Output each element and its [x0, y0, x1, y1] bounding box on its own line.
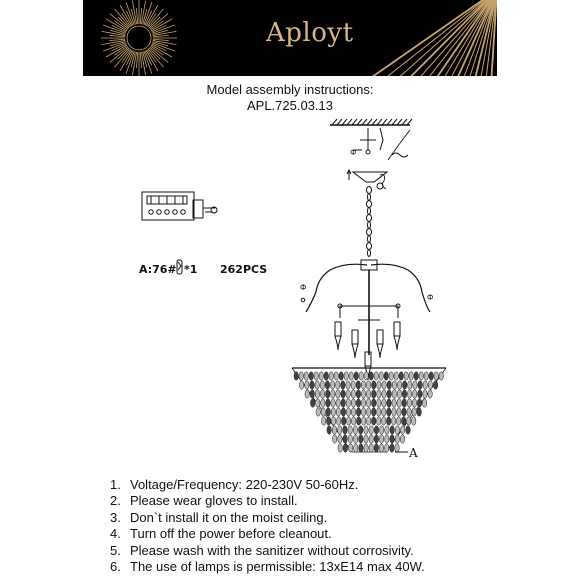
- instruction-item: 1. Voltage/Frequency: 220-230V 50-60Hz.: [110, 477, 359, 492]
- crystal-part-qty: *1: [184, 263, 198, 276]
- ceiling-canopy-icon: [347, 170, 387, 189]
- instruction-item: 5. Please wash with the sanitizer without corrosivity.: [110, 542, 414, 558]
- svg-text:Φ: Φ: [350, 148, 357, 157]
- instructions-list: [110, 477, 425, 575]
- chandelier-arms-icon: [300, 260, 433, 355]
- svg-text:Φ: Φ: [427, 293, 434, 302]
- document-title: Model assembly instructions:: [206, 82, 374, 97]
- instruction-item: 4. Turn off the power before cleanout.: [110, 526, 332, 542]
- brand-name: Aployt: [266, 18, 354, 48]
- callout-letter: A: [409, 446, 418, 460]
- crystal-total-count: 262PCS: [220, 263, 268, 276]
- chain-icon: [367, 187, 372, 257]
- mounting-bracket-icon: [350, 128, 410, 189]
- crystal-body-icon: [292, 368, 446, 452]
- ceiling-hatch-icon: [330, 119, 412, 125]
- crystal-part-label: A:76#: [139, 263, 177, 276]
- instruction-item: 2. Please wear gloves to install.: [110, 493, 298, 509]
- instruction-item: 6. The use of lamps is permissible: 13xE14 max 40W.: [110, 559, 425, 575]
- svg-text:Φ: Φ: [300, 283, 307, 292]
- terminal-block-icon: [142, 192, 217, 220]
- model-code: APL.725.03.13: [246, 98, 334, 113]
- instruction-item: 3. Don`t install it on the moist ceiling.: [110, 509, 328, 525]
- candle-bulb-icon: [335, 322, 400, 380]
- crystal-part-icon: [177, 260, 182, 274]
